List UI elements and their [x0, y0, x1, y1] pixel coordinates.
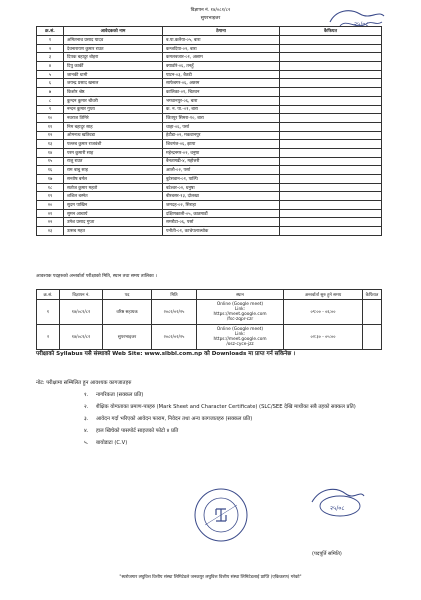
applicant-row [37, 140, 382, 149]
document-item-text: नागरिकता (सक्कल प्रति) [96, 392, 144, 398]
venue-link-label: Link: [234, 307, 246, 312]
applicant-address: शिवगंज-०६, झापा [163, 140, 280, 149]
applicant-name: राम बाबु साह [64, 166, 163, 175]
applicant-remark [280, 140, 382, 149]
document-item-text: शैक्षिक योग्यताका प्रमाण-पत्रहरु (Mark Sheet and Character Certificate) (SLC/SEE देखि माथीका सबै तहको सक्कल प्रति) [96, 404, 356, 410]
document-item-text: हाल खिचेको पासपोर्ट साइजको फोटो ४ प्रति [96, 428, 179, 434]
applicant-address: थाहा-०६, पर्सा [163, 122, 280, 131]
applicant-row [37, 114, 382, 123]
applicant-address: पनौती-०१, काभ्रेपलाञ्चोक [163, 227, 280, 236]
applicant-remark [280, 175, 382, 184]
syllabus-notice: परीक्षाको Syllabus यसै संस्थाको Web Site: www.slbbl.com.np को Downloads मा प्राप्त गर्न सकिनेछ । [36, 351, 296, 357]
applicant-remark [280, 105, 382, 114]
applicant-row [37, 218, 382, 227]
applicant-name: नवराज तिमिरे [64, 114, 163, 123]
applicant-row [37, 157, 382, 166]
exam-row [37, 300, 382, 325]
exam-schedule-title: आवश्यक पदहरुको अन्तर्वार्ता परीक्षाको मिति, स्थान तथा समय तालिका । [36, 274, 157, 279]
required-documents-heading: नोट: परीक्षामा सम्मिलित हुन आवश्यक कागजातहरु [36, 380, 132, 386]
applicant-name: किशोर श्रेष्ठ [64, 88, 163, 97]
exam-col-post: पद [103, 290, 152, 300]
applicant-sn: १९ [37, 192, 64, 201]
applicant-name: कुन्दन कुमार चौधरी [64, 96, 163, 105]
exam-venue [197, 300, 284, 325]
applicant-remark [280, 192, 382, 201]
applicant-sn: ९ [37, 105, 64, 114]
applicant-sn: २२ [37, 218, 64, 227]
applicant-sn: १६ [37, 166, 64, 175]
applicant-sn: ७ [37, 88, 64, 97]
exam-time: ०२:३० - ०५:०० [284, 325, 363, 350]
exam-header-row [37, 290, 382, 300]
document-item [84, 439, 384, 447]
applicant-remark [280, 218, 382, 227]
applicant-name: जयन्द्र प्रसाद खनाल [64, 79, 163, 88]
exam-date: २०८२/०२/२५ [152, 300, 197, 325]
applicant-address: जमदह-०२, सिराहा [163, 201, 280, 210]
venue-link-path[interactable]: /osz-cyce-jzz [226, 342, 254, 347]
applicant-name: अमितनाथ प्रसाद यादव [64, 36, 163, 45]
applicant-name: शशिल बस्नेत [64, 192, 163, 201]
applicant-sn: ३ [37, 53, 64, 62]
applicant-sn: ६ [37, 79, 64, 88]
advertisement-number: विज्ञापन नं. १४/०८१/८२ [190, 8, 231, 13]
venue-link-host[interactable]: https://meet.google.com [213, 337, 267, 342]
applicant-name: उत्सब महत [64, 227, 163, 236]
applicant-row [37, 96, 382, 105]
applicant-address: महेन्द्रनगर-०२, धनुषा [163, 148, 280, 157]
applicant-remark [280, 96, 382, 105]
applicant-row [37, 209, 382, 218]
exam-col-sn: क्र.सं. [37, 290, 60, 300]
applicant-row [37, 183, 382, 192]
applicants-header-row [37, 27, 382, 36]
applicant-address: कालिका-०१, चितवन [163, 88, 280, 97]
applicant-name: ओमनाथ खतिवडा [64, 131, 163, 140]
applicant-name: देवनारायण कुमार राउत [64, 44, 163, 53]
applicant-row [37, 122, 382, 131]
applicant-row [37, 62, 382, 71]
applicant-address: भगवानपुर-०६, बारा [163, 96, 280, 105]
exam-col-venue: स्थान [197, 290, 284, 300]
company-seal-icon [193, 487, 249, 543]
venue-mode: Online (Google meet) [216, 302, 264, 307]
applicant-sn: २३ [37, 227, 64, 236]
applicant-row [37, 36, 382, 45]
venue-link-path[interactable]: /fsc-zqpr-czr [226, 317, 254, 322]
col-header-name: आवेदकको नाम [64, 27, 163, 36]
signature-top-date: २५/०८ [354, 21, 369, 28]
applicant-remark [280, 166, 382, 175]
exam-adv-no: १४/०८१/८२ [60, 300, 103, 325]
applicant-remark [280, 201, 382, 210]
footer-note: "स्वरोजगार लघुवित्त वित्तीय संस्था लिमिटेडले जनकपुर लघुवित्त वित्तीय संस्था लिमिटेडलाई प्राप्ति (एकिकरण) गरेको" [119, 575, 302, 580]
applicant-address: बीरबसर-१३, दोलखा [163, 192, 280, 201]
venue-mode: Online (Google meet) [216, 327, 264, 332]
document-item-number: १. [84, 392, 89, 398]
applicant-address: जितपुर सिमरा-१०, बारा [163, 114, 280, 123]
applicant-remark [280, 88, 382, 97]
signature-bottom-date: २५/०८ [330, 505, 345, 512]
exam-col-remarks: कैफियत [363, 290, 382, 300]
document-item-number: ४. [84, 428, 89, 434]
applicant-address: कन्जदिया-०२, बारा [163, 44, 280, 53]
exam-adv-no: १४/०८१/८२ [60, 325, 103, 350]
applicant-remark [280, 131, 382, 140]
applicants-body [37, 36, 382, 236]
applicant-name: जानकी धामी [64, 70, 163, 79]
exam-post: सुपरभाइजर [103, 325, 152, 350]
applicant-remark [280, 227, 382, 236]
exam-schedule-table [36, 289, 382, 350]
applicant-row [37, 166, 382, 175]
applicant-row [37, 148, 382, 157]
applicant-sn: ११ [37, 122, 64, 131]
exam-remark [363, 325, 382, 350]
applicant-address: साफेबगर-०६, अछाम [163, 79, 280, 88]
applicant-sn: १४ [37, 148, 64, 157]
applicant-row [37, 70, 382, 79]
exam-col-date: मिति [152, 290, 197, 300]
applicant-address: बैनतागढी-४, महोत्तरी [163, 157, 280, 166]
applicant-address: दक्षिणकाली-०५, काठमाडौं [163, 209, 280, 218]
col-header-sn: क्र.सं. [37, 27, 64, 36]
applicant-name: उमेश प्रसाद गुप्ता [64, 218, 163, 227]
document-item-text: बायोडाटा (C.V) [96, 440, 128, 446]
applicant-remark [280, 183, 382, 192]
document-item [84, 427, 384, 435]
applicant-name: सन्तोष बर्मल [64, 175, 163, 184]
applicant-address: क्याडोरे-०६, तनहुँ [163, 62, 280, 71]
col-header-remarks: कैफियत [280, 27, 382, 36]
applicant-remark [280, 70, 382, 79]
applicant-sn: १७ [37, 175, 64, 184]
venue-link-host[interactable]: https://meet.google.com [213, 312, 267, 317]
applicant-address: कमलबजार-०१, अछाम [163, 53, 280, 62]
document-item [84, 403, 384, 411]
applicant-row [37, 201, 382, 210]
document-item [84, 415, 384, 423]
exam-sn: २ [37, 325, 60, 350]
applicant-name: राजु राउत [64, 157, 163, 166]
applicant-remark [280, 79, 382, 88]
applicant-address: क. न. पा.-०१, बारा [163, 105, 280, 114]
applicant-name: दिपक बहादुर बोहरा [64, 53, 163, 62]
applicants-table [36, 26, 382, 236]
applicant-remark [280, 44, 382, 53]
applicant-name: सतोज कुमार महतो [64, 183, 163, 192]
document-item-number: २. [84, 404, 89, 410]
exam-remark [363, 300, 382, 325]
applicant-address: समरौटा-०६, पर्सा [163, 218, 280, 227]
document-item-text: आवेदन गर्दा भरिएको आवेदन फाराम, निवेदन तथा अन्य कागजातहरु (सक्कल प्रति) [96, 416, 253, 422]
applicant-name: नन्दन कुमार गुप्ता [64, 105, 163, 114]
applicant-remark [280, 36, 382, 45]
applicant-remark [280, 122, 382, 131]
applicant-row [37, 53, 382, 62]
applicant-name: पल्लब कुमार राजवंशी [64, 140, 163, 149]
col-header-address: ठेगाना [163, 27, 280, 36]
applicant-sn: १३ [37, 140, 64, 149]
applicant-row [37, 44, 382, 53]
applicant-sn: १२ [37, 131, 64, 140]
document-item-number: ५. [84, 440, 89, 446]
applicant-address: आलौ-०२, पर्सा [163, 166, 280, 175]
applicant-address: हेटौडा-०२, मकवानपुर [163, 131, 280, 140]
applicant-sn: १५ [37, 157, 64, 166]
signature-bottom-icon [306, 480, 368, 520]
applicant-row [37, 88, 382, 97]
applicant-remark [280, 157, 382, 166]
exam-col-adv: विज्ञापन नं. [60, 290, 103, 300]
applicant-address: बुटेसवान-०१, पाल्पि [163, 175, 280, 184]
applicant-sn: ८ [37, 96, 64, 105]
venue-link-label: Link: [234, 332, 246, 337]
applicant-row [37, 131, 382, 140]
signer-committee: (पदपूर्ति समिति) [312, 551, 342, 557]
applicant-row [37, 79, 382, 88]
applicant-sn: २ [37, 44, 64, 53]
applicant-name: निम बहादुर साह [64, 122, 163, 131]
applicant-remark [280, 62, 382, 71]
applicant-row [37, 175, 382, 184]
exam-post: वरिष्ठ सहायक [103, 300, 152, 325]
exam-time: ०९:०० - ०६:०० [284, 300, 363, 325]
exam-row [37, 325, 382, 350]
post-title: सुपरभाइजर [200, 16, 221, 21]
applicant-name: सुमन आचार्य [64, 209, 163, 218]
applicant-name: परम कुमारी साह [64, 148, 163, 157]
applicant-name: सुदम पाखिन [64, 201, 163, 210]
exam-sn: १ [37, 300, 60, 325]
applicant-sn: १० [37, 114, 64, 123]
exam-date: २०८२/०२/२५ [152, 325, 197, 350]
applicant-row [37, 227, 382, 236]
applicant-remark [280, 148, 382, 157]
applicant-sn: १ [37, 36, 64, 45]
applicant-sn: २१ [37, 209, 64, 218]
applicant-row [37, 105, 382, 114]
applicant-remark [280, 114, 382, 123]
document-item-number: ३. [84, 416, 89, 422]
required-documents-list [84, 391, 384, 451]
applicant-remark [280, 209, 382, 218]
applicant-sn: ५ [37, 70, 64, 79]
exam-venue [197, 325, 284, 350]
applicant-row [37, 192, 382, 201]
exam-col-time: अन्तर्वार्ता सुरु हुने समय [284, 290, 363, 300]
document-item [84, 391, 384, 399]
applicant-name: दिपु कार्की [64, 62, 163, 71]
applicant-address: ब.पा.कलैया-०५, बारा [163, 36, 280, 45]
applicant-address: बटेश्वर-०२, धनुषा [163, 183, 280, 192]
applicant-sn: २० [37, 201, 64, 210]
applicant-address: पाटन-०३, बैतडी [163, 70, 280, 79]
applicant-sn: १८ [37, 183, 64, 192]
applicant-sn: ४ [37, 62, 64, 71]
applicant-remark [280, 53, 382, 62]
